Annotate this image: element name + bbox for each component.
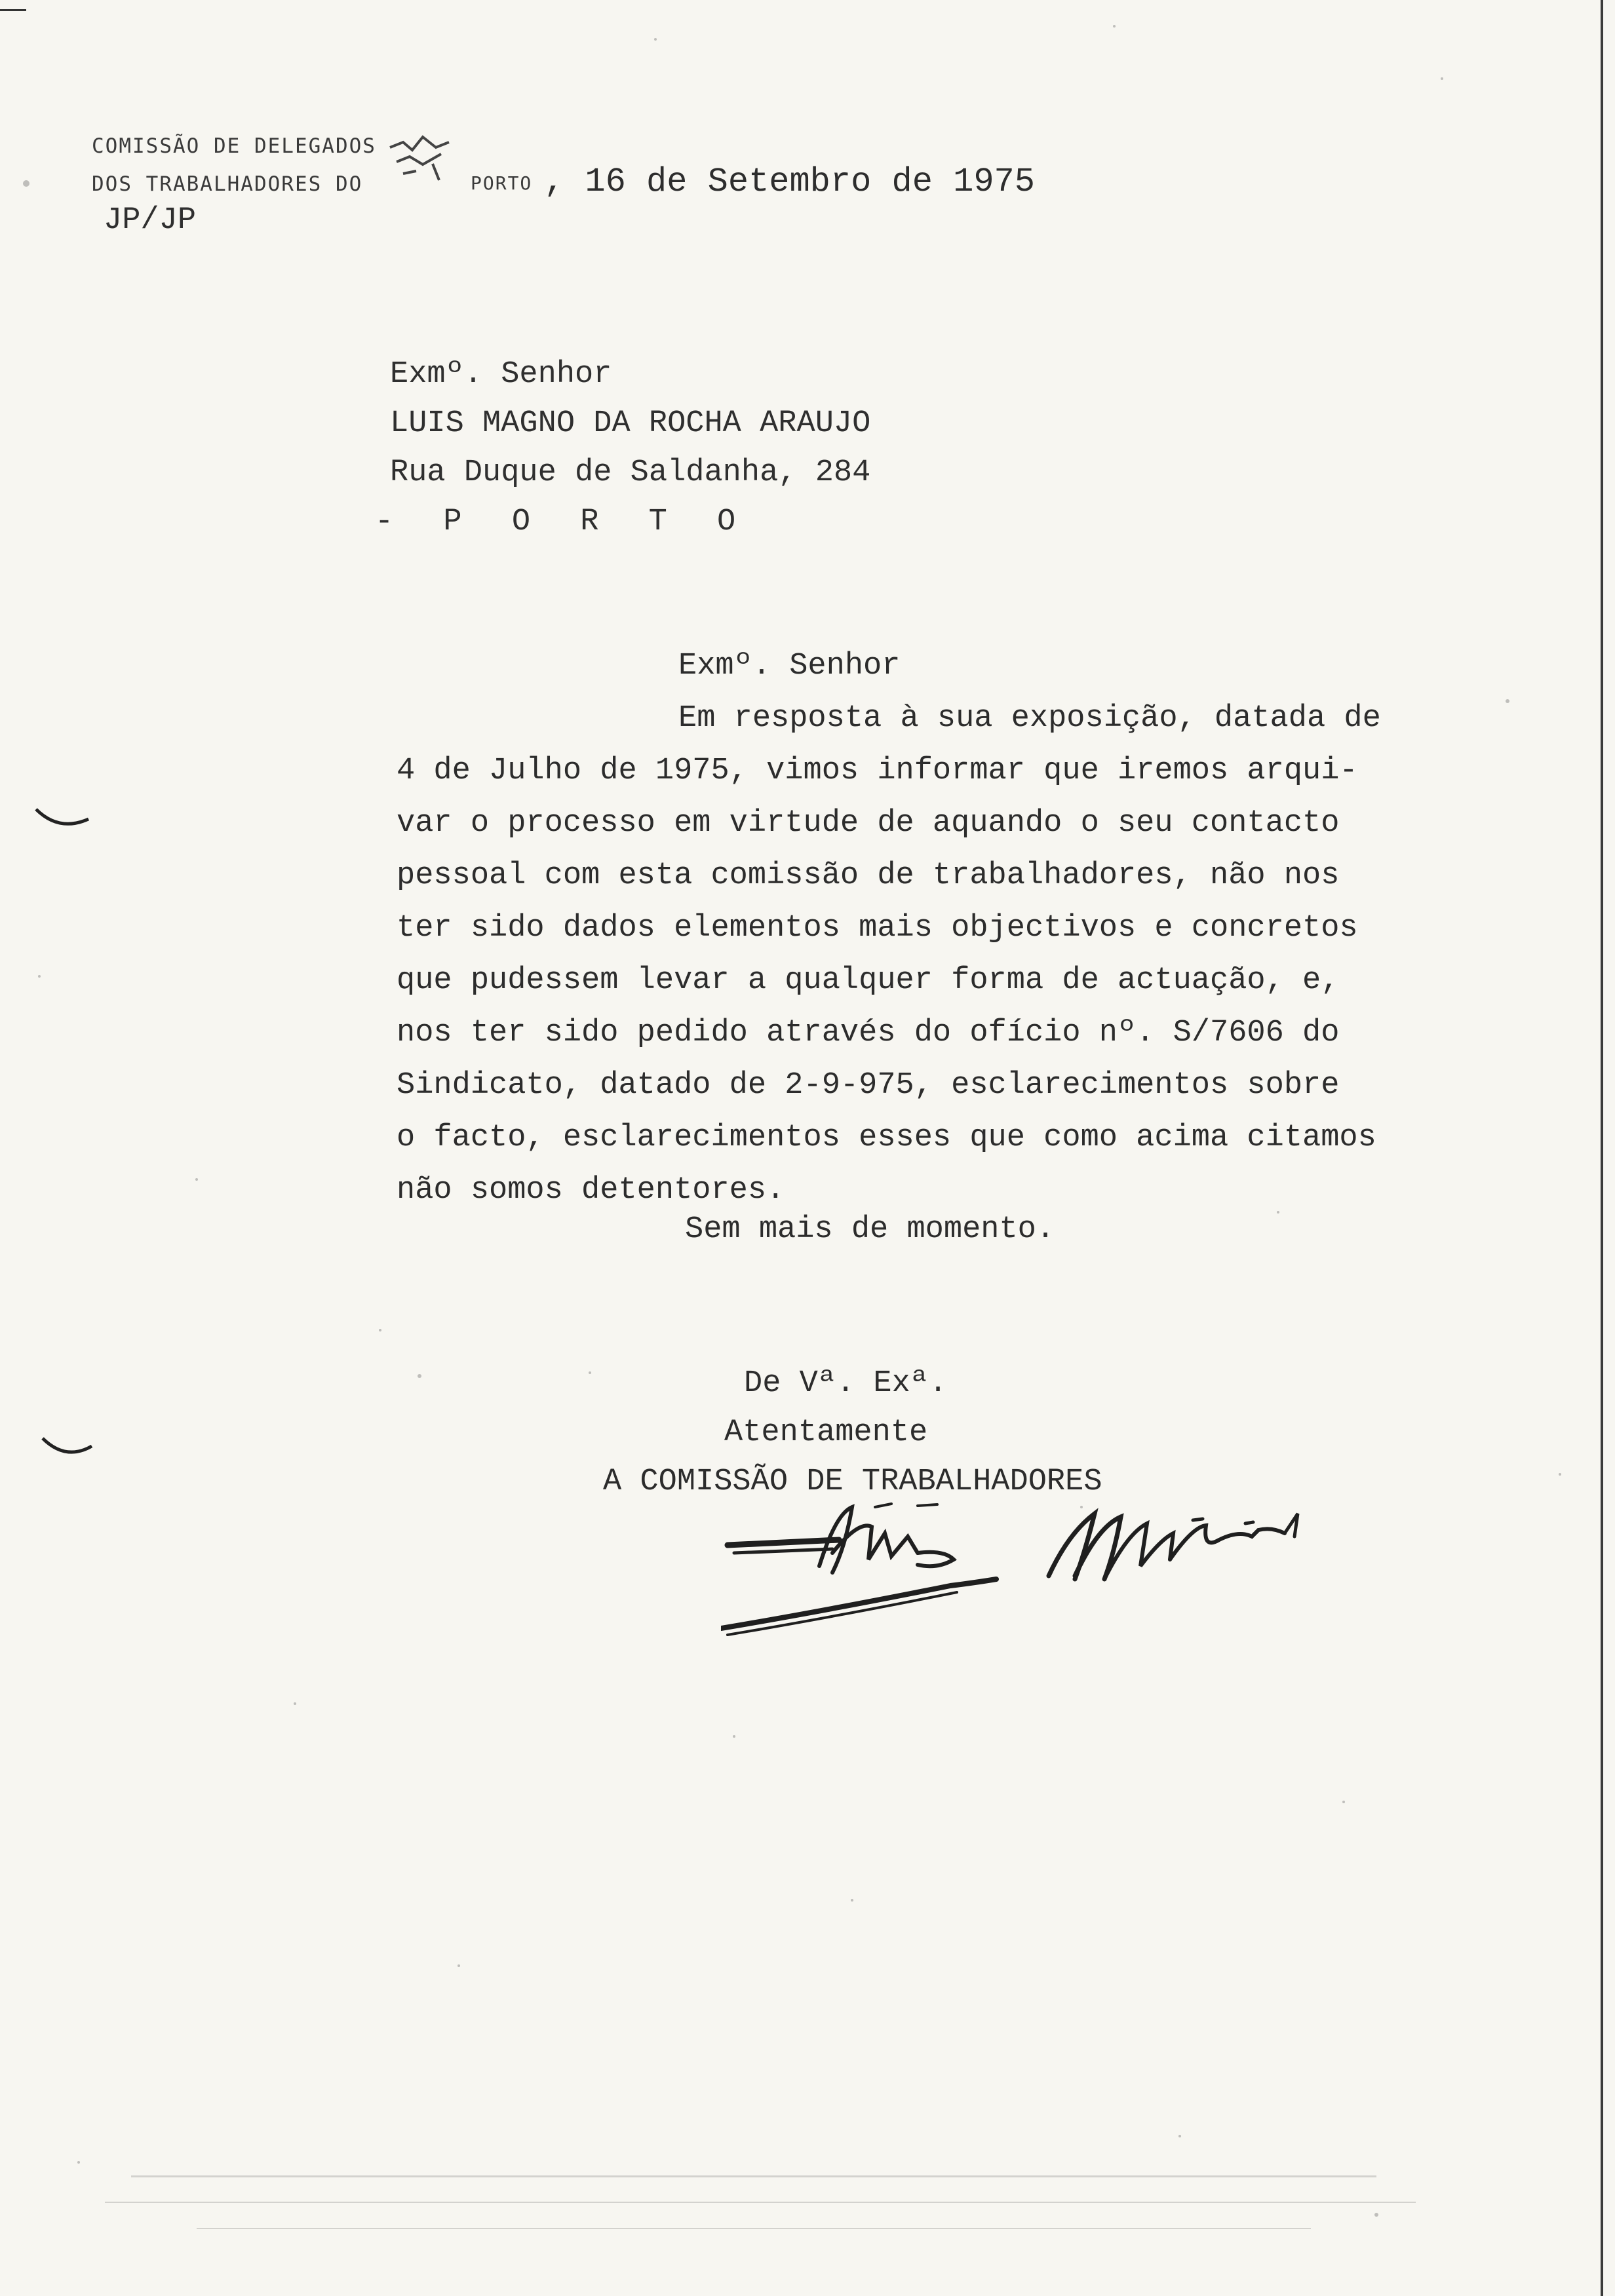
recipient-street: Rua Duque de Saldanha, 284 (390, 455, 871, 490)
body-line-5: ter sido dados elementos mais objectivos e concretos (397, 911, 1358, 946)
punch-hole-mark-lower (39, 1432, 98, 1471)
body-line-1: Em resposta à sua exposição, datada de (678, 701, 1381, 736)
body-line-8: Sindicato, datado de 2-9-975, esclarecimentos sobre (397, 1068, 1340, 1103)
body-line-2: 4 de Julho de 1975, vimos informar que iremos arqui- (397, 754, 1358, 788)
body-line-7: nos ter sido pedido através do ofício nº. S/7606 do (397, 1016, 1340, 1050)
body-line-10: não somos detentores. (397, 1173, 785, 1208)
letterhead-emblem (383, 128, 465, 190)
reference-code: JP/JP (104, 203, 197, 238)
signoff-line-1: De Vª. Exª. (744, 1366, 948, 1401)
letterhead-line-2: DOS TRABALHADORES DO (92, 172, 363, 196)
body-closing: Sem mais de momento. (685, 1212, 1055, 1247)
body-line-9: o facto, esclarecimentos esses que como acima citamos (397, 1120, 1376, 1155)
body-line-4: pessoal com esta comissão de trabalhadores, não nos (397, 858, 1340, 893)
signatory-label: A COMISSÃO DE TRABALHADORES (603, 1464, 1102, 1499)
signoff-line-2: Atentamente (724, 1415, 928, 1450)
letter-date: , 16 de Setembro de 1975 (544, 163, 1035, 201)
body-greeting: Exmº. Senhor (678, 649, 901, 683)
letter-date-text: 16 de Setembro de 1975 (585, 163, 1035, 201)
recipient-salutation: Exmº. Senhor (390, 357, 612, 392)
place-label: PORTO (471, 172, 533, 194)
body-line-3: var o processo em virtude de aquando o seu contacto (397, 806, 1340, 841)
body-line-6: que pudessem levar a qualquer forma de actuação, e, (397, 963, 1340, 998)
recipient-name: LUIS MAGNO DA ROCHA ARAUJO (390, 406, 871, 441)
punch-hole-mark-upper (33, 803, 92, 842)
handwritten-signatures (721, 1487, 1363, 1645)
letterhead-line-1: COMISSÃO DE DELEGADOS (92, 134, 376, 158)
recipient-city: - P O R T O (375, 505, 752, 539)
